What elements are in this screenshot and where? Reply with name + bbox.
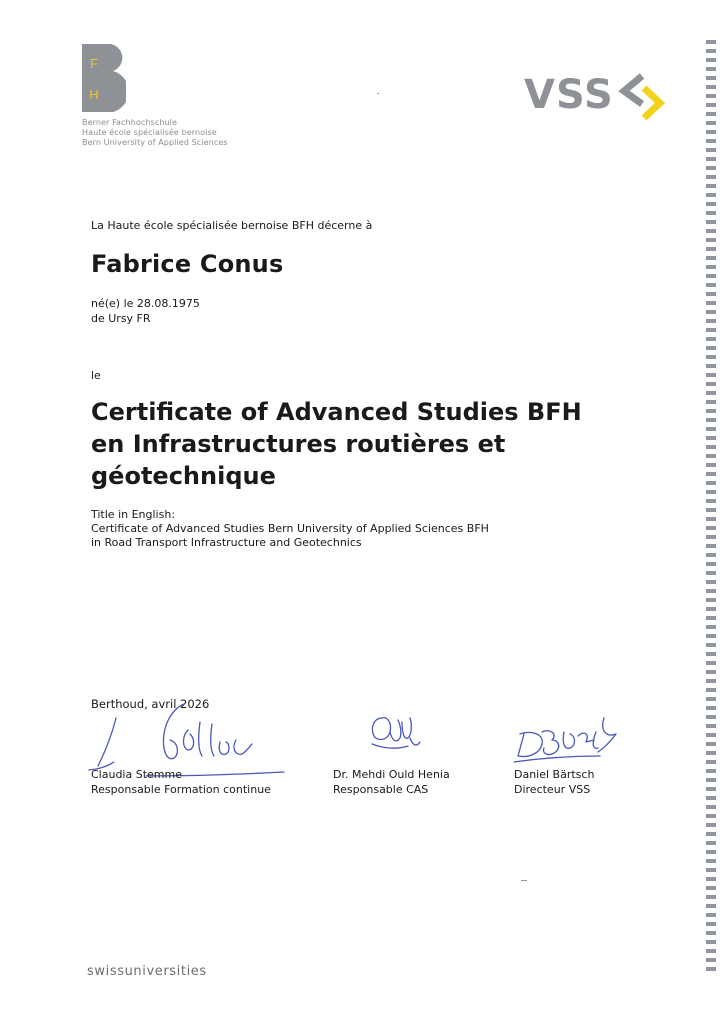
perforation-mark [706, 382, 716, 386]
perforation-mark [706, 139, 716, 143]
perforation-mark [706, 562, 716, 566]
perforation-mark [706, 238, 716, 242]
perforation-mark [706, 292, 716, 296]
bfh-name-de: Berner Fachhochschule [82, 118, 178, 127]
perforation-mark [706, 859, 716, 863]
vss-logo-text: VSS [524, 72, 614, 118]
signature-daniel-bartsch [512, 712, 624, 766]
perforation-mark [706, 706, 716, 710]
perforation-mark [706, 76, 716, 80]
english-title-line: in Road Transport Infrastructure and Geotechnics [91, 536, 362, 549]
birth-date: né(e) le 28.08.1975 [91, 297, 200, 310]
perforation-mark [706, 931, 716, 935]
perforation-mark [706, 319, 716, 323]
perforation-mark [706, 40, 716, 44]
title-line: en Infrastructures routières et [91, 430, 506, 458]
bfh-name-fr: Haute école spécialisée bernoise [82, 128, 217, 137]
perforation-mark [706, 949, 716, 953]
perforation-mark [706, 211, 716, 215]
perforation-mark [706, 94, 716, 98]
perforation-mark [706, 616, 716, 620]
perforation-mark [706, 580, 716, 584]
perforation-mark [706, 310, 716, 314]
perforation-mark [706, 364, 716, 368]
perforation-mark [706, 643, 716, 647]
perforation-mark [706, 634, 716, 638]
perforation-mark [706, 868, 716, 872]
english-title-line: Certificate of Advanced Studies Bern University of Applied Sciences BFH [91, 522, 489, 535]
perforation-mark [706, 814, 716, 818]
perforation-mark [706, 778, 716, 782]
signatory-name: Daniel Bärtsch [514, 768, 595, 781]
perforation-mark [706, 202, 716, 206]
perforation-mark [706, 481, 716, 485]
perforation-mark [706, 427, 716, 431]
perforation-mark [706, 49, 716, 53]
perforation-mark [706, 301, 716, 305]
perforation-mark [706, 751, 716, 755]
scan-speck [377, 93, 379, 94]
bfh-name-en: Bern University of Applied Sciences [82, 138, 228, 147]
perforation-mark [706, 625, 716, 629]
perforation-mark [706, 67, 716, 71]
perforation-mark [706, 148, 716, 152]
perforation-mark [706, 877, 716, 881]
perforation-mark [706, 157, 716, 161]
perforation-mark [706, 598, 716, 602]
perforation-mark [706, 535, 716, 539]
perforation-mark [706, 175, 716, 179]
perforation-mark [706, 796, 716, 800]
signatory-3 [514, 767, 594, 797]
perforation-mark [706, 121, 716, 125]
perforation-mark [706, 58, 716, 62]
perforation-mark [706, 958, 716, 962]
perforation-mark [706, 526, 716, 530]
signatory-name: Claudia Stemme [91, 768, 182, 781]
perforation-mark [706, 130, 716, 134]
perforation-mark [706, 454, 716, 458]
english-title-label: Title in English: [91, 508, 176, 521]
signatory-role: Directeur VSS [514, 783, 591, 796]
perforation-mark [706, 346, 716, 350]
place-and-date: Berthoud, avril 2026 [91, 697, 210, 711]
perforation-mark [706, 265, 716, 269]
english-title [91, 508, 489, 550]
perforation-mark [706, 220, 716, 224]
perforation-mark [706, 715, 716, 719]
signature-mehdi-ould-henia [366, 708, 422, 754]
perforation-mark [706, 679, 716, 683]
signatory-2 [333, 767, 450, 797]
perforation-mark [706, 589, 716, 593]
perforation-mark [706, 967, 716, 971]
perforation-mark [706, 805, 716, 809]
signatory-role: Responsable Formation continue [91, 783, 271, 796]
perforation-mark [706, 571, 716, 575]
perforation-mark [706, 274, 716, 278]
perforation-mark [706, 670, 716, 674]
perforation-mark [706, 418, 716, 422]
scan-speck [521, 880, 527, 881]
perforation-mark [706, 841, 716, 845]
perforation-mark [706, 445, 716, 449]
perforation-mark [706, 787, 716, 791]
certificate-title [91, 396, 651, 492]
perforation-mark [706, 193, 716, 197]
perforation-mark [706, 742, 716, 746]
perforation-mark [706, 553, 716, 557]
perforation-mark [706, 895, 716, 899]
perforation-mark [706, 247, 716, 251]
perforation-mark [706, 508, 716, 512]
perforation-mark [706, 913, 716, 917]
bfh-institution-name [82, 118, 228, 148]
perforation-mark [706, 112, 716, 116]
perforation-mark [706, 166, 716, 170]
perforation-mark [706, 337, 716, 341]
perforation-mark [706, 760, 716, 764]
perforation-mark [706, 724, 716, 728]
perforation-mark [706, 697, 716, 701]
perforation-mark [706, 886, 716, 890]
place-of-origin: de Ursy FR [91, 312, 151, 325]
perforation-mark [706, 904, 716, 908]
recipient-name: Fabrice Conus [91, 250, 284, 278]
perforation-mark [706, 832, 716, 836]
perforation-mark [706, 355, 716, 359]
perforation-mark [706, 400, 716, 404]
perforation-mark [706, 229, 716, 233]
bfh-logo-letter-f: F [90, 56, 98, 71]
perforation-mark [706, 769, 716, 773]
perforation-mark [706, 391, 716, 395]
perforation-mark [706, 922, 716, 926]
perforation-mark [706, 409, 716, 413]
perforation-mark [706, 103, 716, 107]
perforation-mark [706, 688, 716, 692]
perforation-mark [706, 850, 716, 854]
bfh-logo-letter-h: H [89, 87, 99, 102]
perforation-mark [706, 823, 716, 827]
perforation-mark [706, 499, 716, 503]
perforation-mark [706, 373, 716, 377]
signatory-1 [91, 767, 271, 797]
perforation-mark [706, 661, 716, 665]
perforation-mark [706, 940, 716, 944]
perforation-mark [706, 283, 716, 287]
perforation-mark [706, 517, 716, 521]
vss-logo [524, 66, 674, 126]
connector-word: le [91, 369, 101, 382]
perforation-mark [706, 607, 716, 611]
perforation-mark [706, 490, 716, 494]
perforation-mark [706, 184, 716, 188]
signatory-role: Responsable CAS [333, 783, 429, 796]
perforation-mark [706, 544, 716, 548]
perforation-mark [706, 652, 716, 656]
signatory-name: Dr. Mehdi Ould Henia [333, 768, 450, 781]
perforation-mark [706, 472, 716, 476]
recipient-details [91, 296, 200, 326]
perforated-edge [705, 40, 717, 980]
perforation-mark [706, 85, 716, 89]
bfh-logo [82, 44, 126, 112]
title-line: géotechnique [91, 462, 276, 490]
swissuniversities-logo: swissuniversities [87, 964, 207, 979]
perforation-mark [706, 328, 716, 332]
title-line: Certificate of Advanced Studies BFH [91, 398, 582, 426]
perforation-mark [706, 733, 716, 737]
perforation-mark [706, 436, 716, 440]
perforation-mark [706, 256, 716, 260]
perforation-mark [706, 463, 716, 467]
award-intro: La Haute école spécialisée bernoise BFH décerne à [91, 219, 373, 232]
